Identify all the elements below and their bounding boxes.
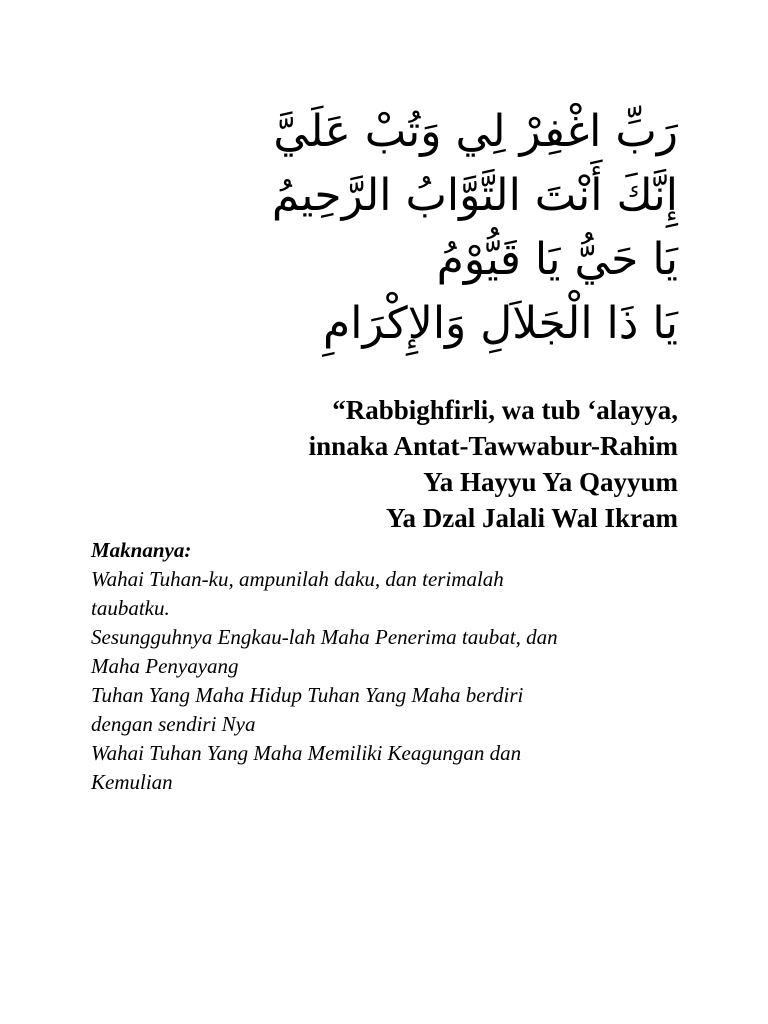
- transliteration-line: “Rabbighfirli, wa tub ‘alayya,: [332, 395, 678, 425]
- meaning-line: Sesungguhnya Engkau-lah Maha Penerima taubat, dan: [91, 625, 558, 649]
- meaning-line: Tuhan Yang Maha Hidup Tuhan Yang Maha berdiri: [91, 683, 524, 707]
- meaning-line: Kemulian: [91, 770, 173, 794]
- arabic-line: يَا ذَا الْجَلاَلِ وَالإِكْرَامِ: [323, 298, 678, 349]
- meaning-line: Wahai Tuhan-ku, ampunilah daku, dan terimalah: [91, 567, 504, 591]
- meaning-heading: Maknanya:: [91, 538, 192, 562]
- meaning-line: Wahai Tuhan Yang Maha Memiliki Keagungan dan: [91, 741, 522, 765]
- arabic-prayer: [78, 100, 678, 356]
- meaning-section: [91, 536, 691, 797]
- meaning-line: taubatku.: [91, 596, 170, 620]
- meaning-line: dengan sendiri Nya: [91, 712, 256, 736]
- transliteration-line: innaka Antat-Tawwabur-Rahim: [308, 431, 678, 461]
- arabic-line: إِنَّكَ أَنْتَ التَّوَّابُ الرَّحِيمُ: [271, 170, 678, 221]
- transliteration-line: Ya Dzal Jalali Wal Ikram: [385, 503, 678, 533]
- transliteration: [78, 392, 678, 536]
- arabic-line: رَبِّ اغْفِرْ لِي وَتُبْ عَلَيَّ: [273, 106, 678, 157]
- meaning-line: Maha Penyayang: [91, 654, 239, 678]
- arabic-line: يَا حَيُّ يَا قَيُّوْمُ: [436, 234, 678, 285]
- transliteration-line: Ya Hayyu Ya Qayyum: [423, 467, 678, 497]
